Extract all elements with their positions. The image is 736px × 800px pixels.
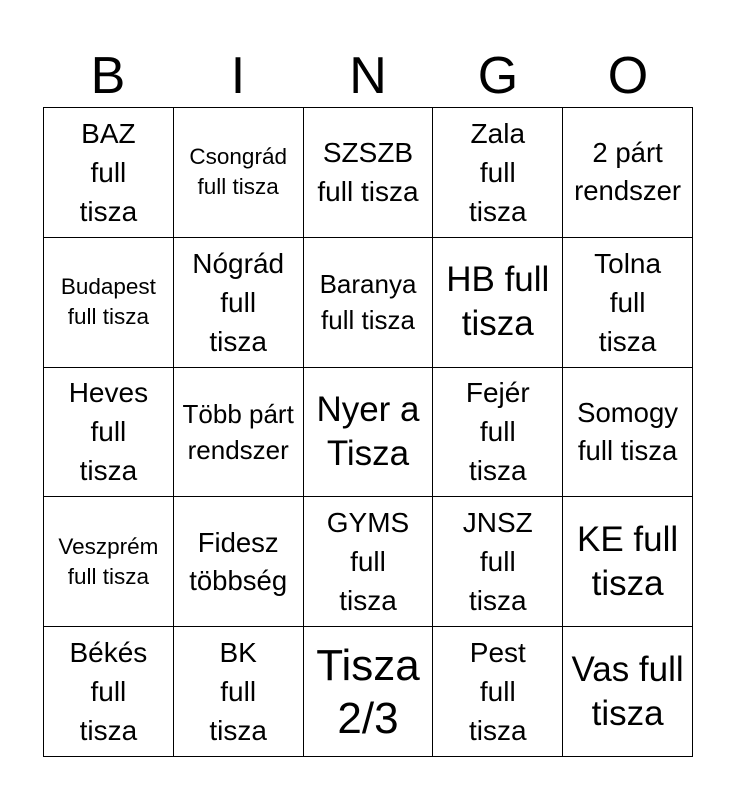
bingo-cell-r2-c1[interactable] [44,238,174,368]
bingo-cell-r5-c2[interactable] [174,627,304,757]
header-letter-g: G [477,47,519,105]
bingo-cell-text: JNSZ full tisza [462,507,533,617]
bingo-cell-r1-c3[interactable] [304,108,434,238]
bingo-cell-r1-c4[interactable] [433,108,563,238]
bingo-cell-text: 2 párt rendszer [574,137,682,207]
bingo-cell-r4-c1[interactable] [44,497,174,627]
bingo-cell-text: KE full tisza [577,519,679,603]
bingo-cell-text: GYMS full tisza [326,507,410,617]
bingo-cell-text: BK full tisza [209,637,267,747]
bingo-cell-text: Tolna full tisza [594,247,662,357]
bingo-header [43,45,693,107]
bingo-cell-text: Csongrád full tisza [189,144,287,200]
bingo-cell-r2-c3[interactable] [304,238,434,368]
bingo-cell-r3-c2[interactable] [174,368,304,498]
bingo-cell-r5-c4[interactable] [433,627,563,757]
bingo-cell-text: Budapest full tisza [60,274,156,330]
bingo-cell-text: Több párt rendszer [182,398,294,465]
bingo-cell-text: Nyer a Tisza [316,389,420,473]
bingo-cell-r3-c4[interactable] [433,368,563,498]
bingo-grid [43,107,693,757]
bingo-cell-r1-c1[interactable] [44,108,174,238]
bingo-cell-text: Baranya full tisza [319,269,417,336]
header-letter-b: B [90,47,126,105]
bingo-cell-text: HB full tisza [446,260,550,344]
bingo-cell-text: Heves full tisza [68,377,149,487]
bingo-cell-r4-c3[interactable] [304,497,434,627]
bingo-cell-r4-c4[interactable] [433,497,563,627]
bingo-cell-r4-c2[interactable] [174,497,304,627]
bingo-cell-r1-c2[interactable] [174,108,304,238]
bingo-cell-r5-c3[interactable] [304,627,434,757]
bingo-cell-r1-c5[interactable] [563,108,693,238]
bingo-cell-r4-c5[interactable] [563,497,693,627]
bingo-cell-text: Somogy full tisza [577,396,679,466]
bingo-cell-r5-c1[interactable] [44,627,174,757]
bingo-cell-text: Pest full tisza [468,637,527,747]
header-letter-n: N [349,47,387,105]
bingo-cell-text: SZSZB full tisza [317,137,419,208]
header-letter-o: O [607,47,649,105]
bingo-cell-text: Zala full tisza [468,117,527,227]
bingo-cell-r2-c5[interactable] [563,238,693,368]
bingo-cell-r3-c1[interactable] [44,368,174,498]
bingo-cell-text: Nógrád full tisza [192,247,285,357]
bingo-cell-r3-c3[interactable] [304,368,434,498]
bingo-cell-text: BAZ full tisza [79,117,138,227]
bingo-cell-text: Fejér full tisza [465,377,530,487]
bingo-cell-r5-c5[interactable] [563,627,693,757]
header-letter-i: I [230,47,246,105]
bingo-cell-r3-c5[interactable] [563,368,693,498]
bingo-cell-text: Tisza 2/3 [316,640,420,743]
bingo-cell-text: Veszprém full tisza [58,533,159,589]
bingo-cell-r2-c2[interactable] [174,238,304,368]
bingo-cell-text: Vas full tisza [571,649,684,733]
bingo-cell-text: Fidesz többség [189,526,288,596]
bingo-cell-r2-c4[interactable] [433,238,563,368]
bingo-cell-text: Békés full tisza [69,637,148,747]
